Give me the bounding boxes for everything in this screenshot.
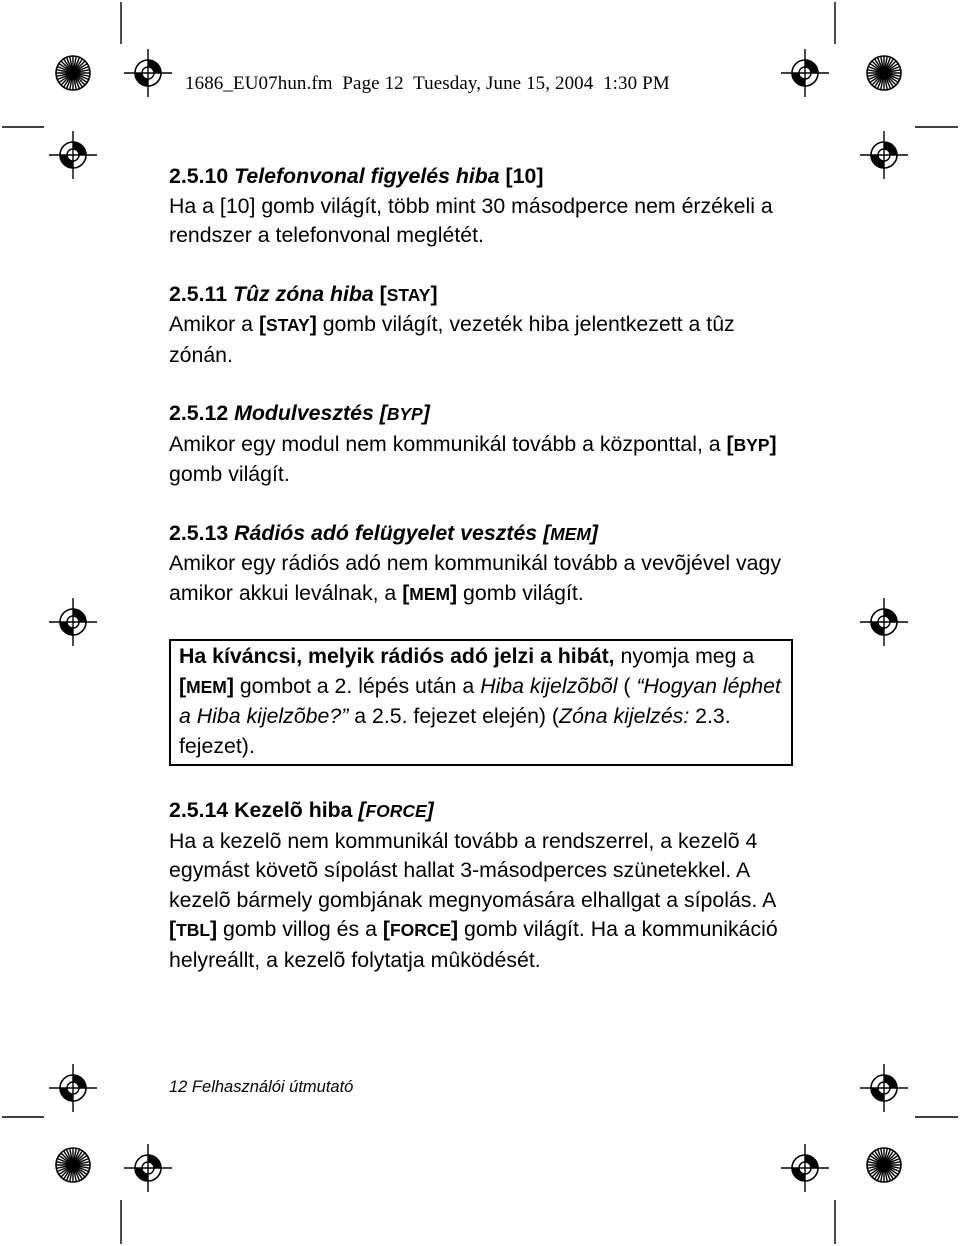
key-label: 10 xyxy=(512,164,537,188)
section-2-5-12 xyxy=(169,399,799,490)
body-text: gomb világít. xyxy=(457,580,584,605)
section-number: 2.5.12 xyxy=(169,401,229,425)
body-text: Amikor a xyxy=(169,312,259,336)
section-number: 2.5.13 xyxy=(169,520,229,545)
key-reference: [MEM] xyxy=(179,673,234,698)
key-label: MEM xyxy=(409,583,450,604)
key-label: STAY xyxy=(266,315,310,335)
body-text: gomb villog és a xyxy=(217,917,383,941)
tip-note-box xyxy=(169,639,793,766)
key-label: FORCE xyxy=(365,801,427,821)
section-title: Tûz zóna hiba xyxy=(232,281,374,306)
section-heading: 2.5.14 Kezelõ hiba [FORCE] xyxy=(169,798,434,822)
note-bold-lead: Ha kíváncsi, melyik rádiós adó jelzi a hibát, xyxy=(179,644,615,668)
key-label: MEM xyxy=(550,523,591,544)
section-number: 2.5.10 xyxy=(169,164,229,188)
body-text: gomb világít. Ha a kommunikáció helyreállt, a kezelõ folytatja mûködését. xyxy=(169,917,778,972)
section-number: 2.5.14 xyxy=(169,798,229,822)
section-2-5-13 xyxy=(169,519,799,610)
body-text: Amikor egy rádiós adó nem kommunikál tovább a vevõjével vagy amikor akkui leválnak, a xyxy=(169,551,781,605)
section-heading xyxy=(169,162,799,192)
section-body xyxy=(169,549,799,609)
note-italic: Hiba kijelzõbõl xyxy=(480,673,618,698)
section-body xyxy=(169,827,799,976)
section-heading: 2.5.12 Modulvesztés [BYP] xyxy=(169,401,430,425)
key-label: BYP xyxy=(733,434,770,455)
section-title: Rádiós adó felügyelet vesztés xyxy=(234,520,538,545)
section-heading: 2.5.11 Tûz zóna hiba [STAY] xyxy=(169,281,438,306)
note-text: a 2.5. fejezet elején) ( xyxy=(348,704,560,728)
section-heading: 2.5.13 Rádiós adó felügyelet vesztés [MEM] xyxy=(169,520,598,545)
tip-note-text xyxy=(179,642,783,761)
note-text: 2.3. fejezet). xyxy=(179,704,731,758)
key-label: TBL xyxy=(176,920,211,940)
key-label: BYP xyxy=(386,404,423,424)
key-bracket-open: [ xyxy=(505,164,513,188)
section-title: Modulvesztés xyxy=(234,401,374,425)
section-number: 2.5.11 xyxy=(169,281,228,306)
section-2-5-10 xyxy=(169,162,799,251)
key-reference: [TBL] xyxy=(169,917,218,941)
body-text: gomb világít. xyxy=(169,462,290,486)
note-text: nyomja meg a xyxy=(614,644,755,668)
section-title: Telefonvonal figyelés hiba xyxy=(234,164,500,188)
key-label: STAY xyxy=(386,284,431,305)
key-reference: [STAY] xyxy=(258,312,317,336)
section-2-5-11 xyxy=(169,280,799,371)
page-footer: 12 Felhasználói útmutató xyxy=(169,1078,354,1096)
note-italic: Zóna kijelzés: xyxy=(559,704,690,728)
section-2-5-14 xyxy=(169,796,799,975)
key-label: MEM xyxy=(186,676,227,697)
note-italic: “Hogyan léphet a Hiba kijelzõbe?” xyxy=(179,673,781,728)
note-text: gombot a 2. lépés után a xyxy=(233,673,481,698)
key-reference: [FORCE] xyxy=(382,917,459,941)
note-text: ( xyxy=(617,673,637,698)
key-reference: [MEM] xyxy=(402,580,458,605)
key-bracket-close: ] xyxy=(536,164,544,188)
page-content xyxy=(169,162,799,975)
body-text: Amikor egy modul nem kommunikál tovább a központtal, a xyxy=(169,431,727,456)
section-title: Kezelõ hiba xyxy=(234,798,353,822)
section-body: Ha a [10] gomb világít, több mint 30 másodperce nem érzékeli a rendszer a telefonvonal meglétét. xyxy=(169,193,773,247)
section-body xyxy=(169,310,799,370)
body-text: gomb világít, vezeték hiba jelentkezett a tûz zónán. xyxy=(169,312,735,367)
page-slug-line: 1686_EU07hun.fm Page 12 Tuesday, June 15, 2004 1:30 PM xyxy=(185,73,670,94)
section-body xyxy=(169,430,799,490)
body-text: Ha a kezelõ nem kommunikál tovább a rendszerrel, a kezelõ 4 egymást követõ sípolást hallat 3-másodperces szünetekkel. A kezelõ bármely gombjának megnyomására elhallgat a sípolás. A xyxy=(169,828,776,912)
key-label: FORCE xyxy=(389,920,452,940)
key-reference: [BYP] xyxy=(726,431,777,456)
